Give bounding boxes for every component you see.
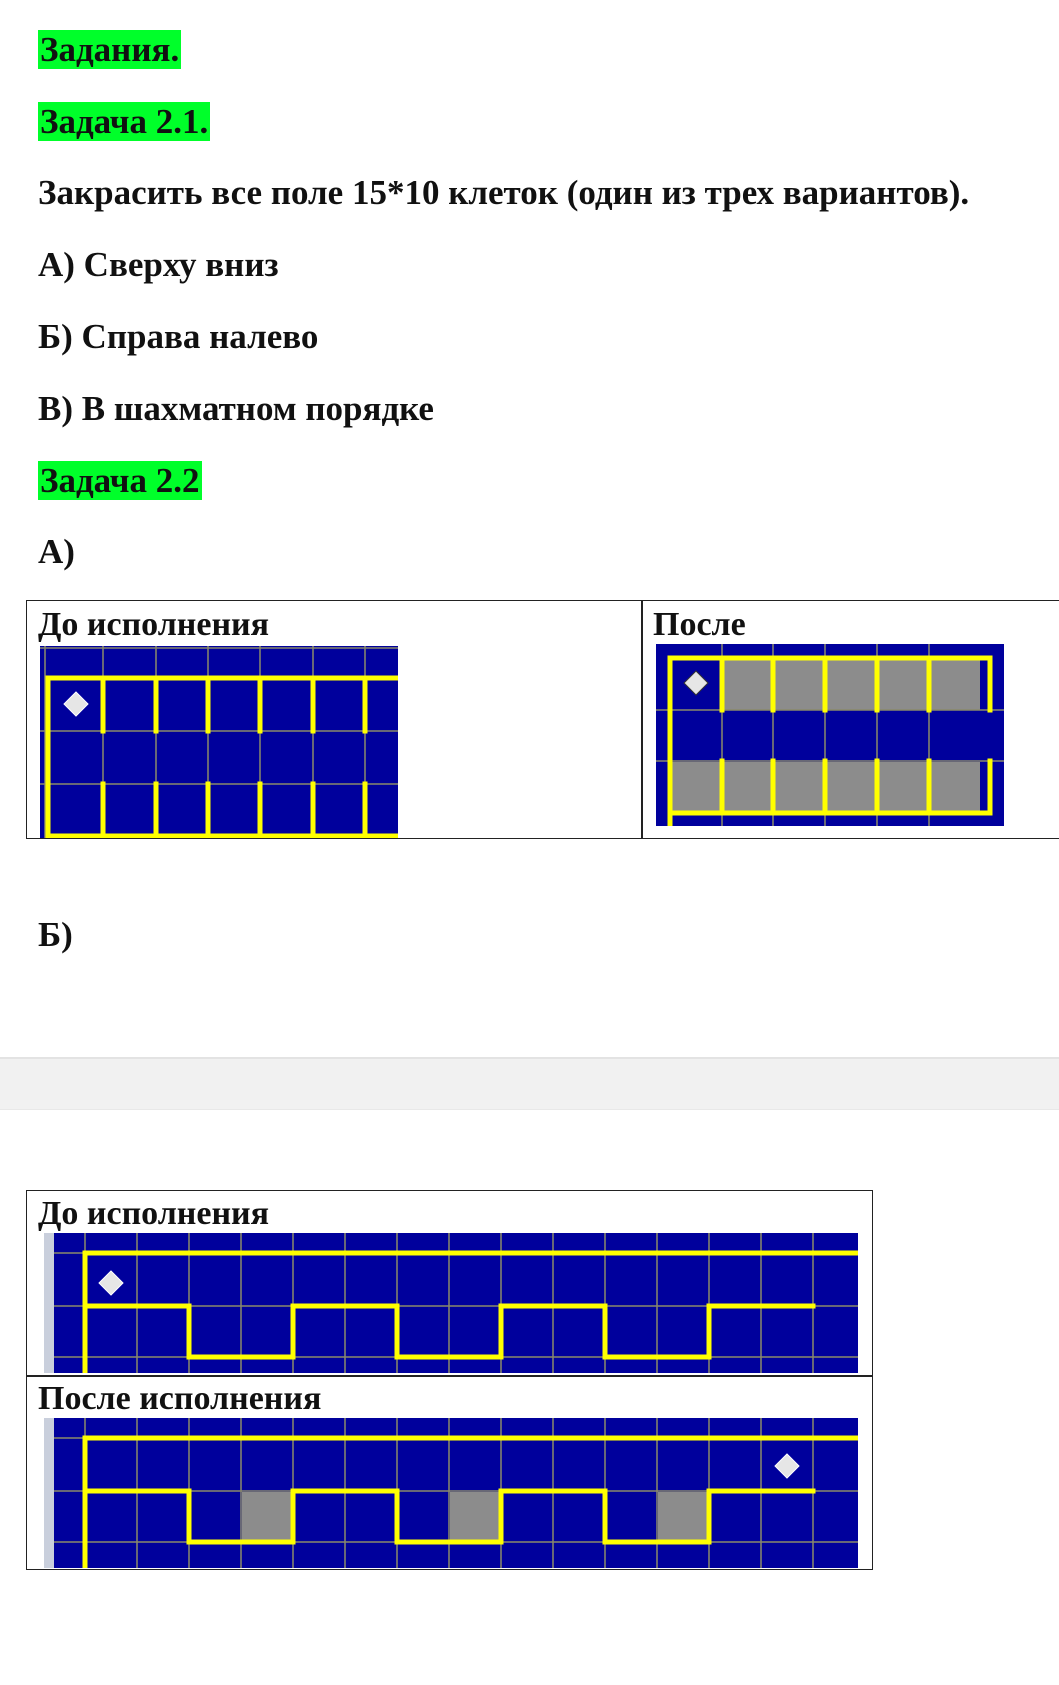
table-b-before-label: До исполнения (38, 1195, 270, 1232)
task-2-1-text: Закрасить все поле 15*10 клеток (один из трех вариантов). (38, 173, 970, 212)
task-2-2-part-b: Б) (38, 915, 73, 954)
page-gap (0, 1057, 1059, 1110)
table-a-divider (641, 601, 643, 838)
doc-heading: Задания. (40, 30, 180, 69)
table-b-after-label: После исполнения (38, 1380, 322, 1417)
task-2-1-option-c: В) В шахматном порядке (38, 389, 434, 428)
task-2-1-option-a: А) Сверху вниз (38, 245, 279, 284)
task-2-2-part-a: А) (38, 532, 75, 571)
field-b-after (44, 1418, 858, 1568)
field-background (40, 646, 398, 838)
table-a-before-label: До исполнения (38, 606, 270, 643)
task-2-1-title: Задача 2.1. (40, 102, 209, 141)
task-2-1-option-b: Б) Справа налево (38, 317, 319, 356)
field-a-before (40, 646, 398, 838)
table-a-after-label: После (653, 606, 746, 643)
field-b-before (44, 1233, 858, 1373)
scrollbar-strip (44, 1418, 54, 1568)
field-a-after (656, 644, 1004, 826)
scrollbar-strip (44, 1233, 54, 1373)
table-b-divider (27, 1375, 872, 1377)
task-2-2-title: Задача 2.2 (40, 461, 200, 500)
